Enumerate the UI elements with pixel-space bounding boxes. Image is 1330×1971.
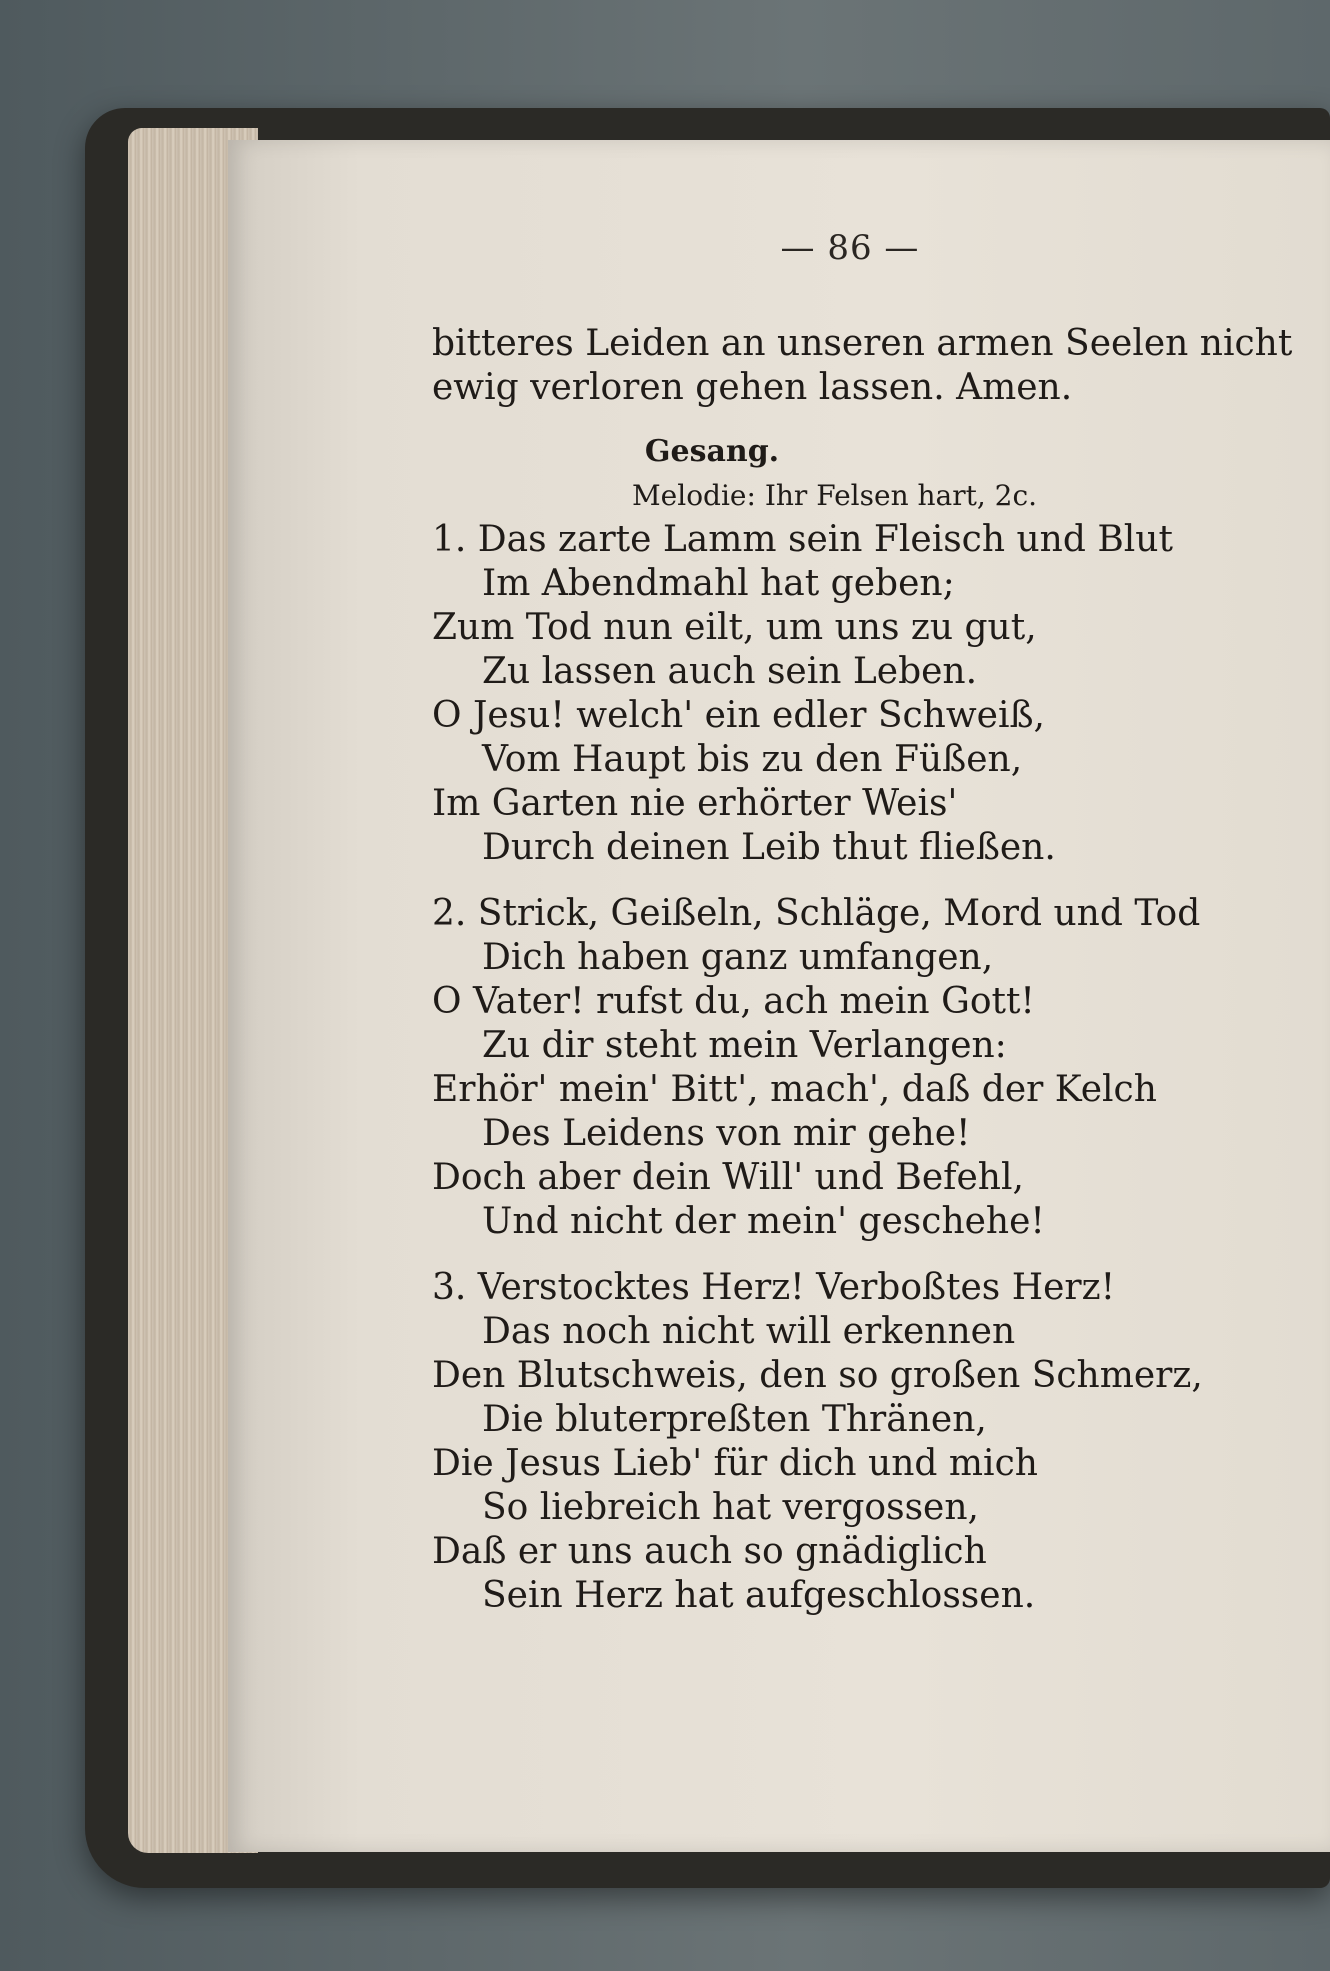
verse-line: Dich haben ganz umfangen, <box>482 937 994 978</box>
verse-line: Die Jesus Lieb' für dich und mich <box>432 1443 1038 1484</box>
verse-line: Vom Haupt bis zu den Füßen, <box>482 739 1023 780</box>
intro-line: bitteres Leiden an unseren armen Seelen nicht <box>432 323 1293 364</box>
verse-line: O Jesu! welch' ein edler Schweiß, <box>432 695 1045 736</box>
verse-line: 1. Das zarte Lamm sein Fleisch und Blut <box>432 519 1173 560</box>
verse-line: 2. Strick, Geißeln, Schläge, Mord und Tod <box>432 893 1201 934</box>
verse-1 <box>432 518 1282 870</box>
melody-line: Melodie: Ihr Felsen hart, 2c. <box>632 479 1038 512</box>
verse-line: O Vater! rufst du, ach mein Gott! <box>432 981 1035 1022</box>
verse-line: Das noch nicht will erkennen <box>482 1311 1016 1352</box>
verse-line: Zu dir steht mein Verlangen: <box>482 1025 1007 1066</box>
verse-line: Im Garten nie erhörter Weis' <box>432 783 958 824</box>
verse-line: Zu lassen auch sein Leben. <box>482 651 978 692</box>
verse-line: 3. Verstocktes Herz! Verboßtes Herz! <box>432 1267 1116 1308</box>
verse-line: Zum Tod nun eilt, um uns zu gut, <box>432 607 1037 648</box>
verse-2 <box>432 892 1282 1244</box>
verse-line: Sein Herz hat aufgeschlossen. <box>482 1575 1036 1616</box>
verse-line: Und nicht der mein' geschehe! <box>482 1201 1045 1242</box>
verse-line: Durch deinen Leib thut fließen. <box>482 827 1056 868</box>
verse-line: Erhör' mein' Bitt', mach', daß der Kelch <box>432 1069 1157 1110</box>
intro-line: ewig verloren gehen lassen. Amen. <box>432 367 1073 408</box>
verse-line: So liebreich hat vergossen, <box>482 1487 979 1528</box>
page-text <box>432 322 1293 1618</box>
verse-line: Daß er uns auch so gnädiglich <box>432 1531 987 1572</box>
verse-line: Den Blutschweis, den so großen Schmerz, <box>432 1355 1203 1396</box>
verse-line: Des Leidens von mir gehe! <box>482 1113 971 1154</box>
page-number: — 86 — <box>780 228 920 268</box>
verse-line: Die bluterpreßten Thränen, <box>482 1399 987 1440</box>
verse-3 <box>432 1266 1282 1618</box>
verse-line: Im Abendmahl hat geben; <box>482 563 955 604</box>
verse-line: Doch aber dein Will' und Befehl, <box>432 1157 1024 1198</box>
section-heading: Gesang. <box>644 434 780 469</box>
